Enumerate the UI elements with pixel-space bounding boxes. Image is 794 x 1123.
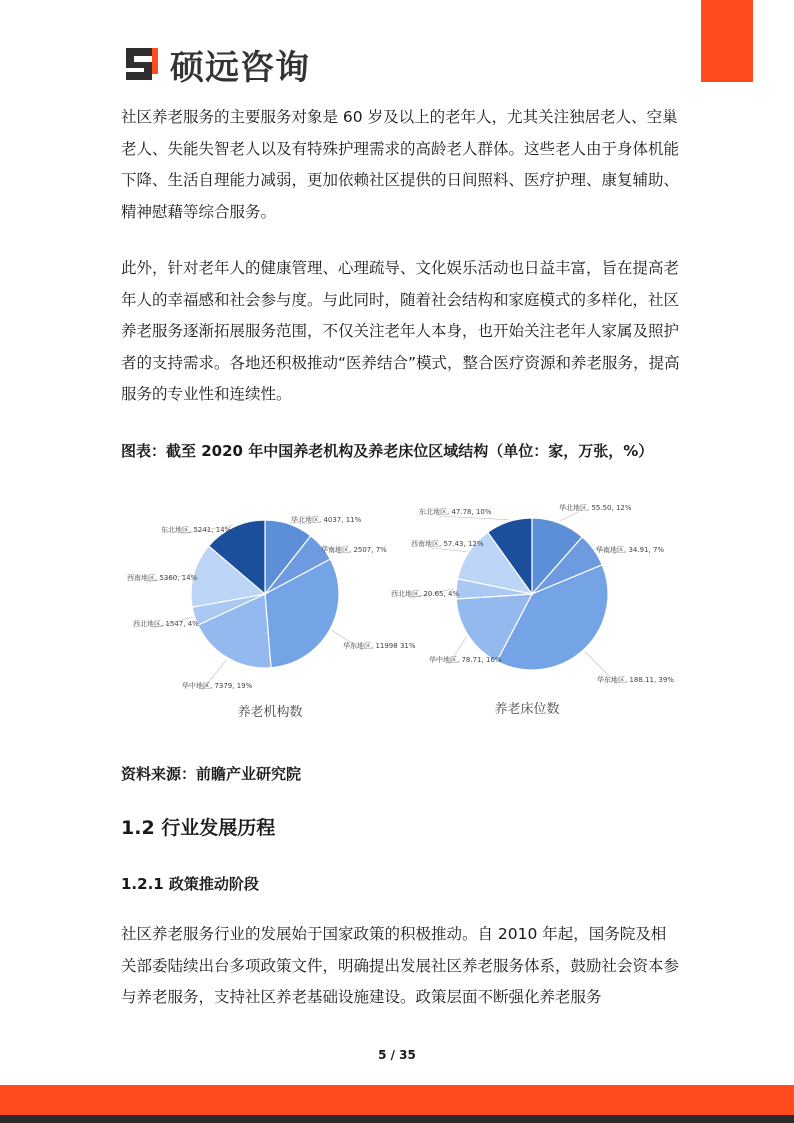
section-heading: 1.2 行业发展历程: [121, 817, 276, 839]
paragraph-service-targets: 社区养老服务的主要服务对象是 60 岁及以上的老年人，尤其关注独居老人、空巢老人、失能失智老人以及有特殊护理需求的高龄老人群体。这些老人由于身体机能下降、生活自理能力减弱，更加依赖社区提供的日间照料、医疗护理、康复辅助、精神慰藉等综合服务。: [121, 108, 680, 221]
pie-charts-figure: [115, 488, 675, 738]
pie-1-label-5: 西北地区, 1547, 4%: [133, 620, 199, 628]
logo-text: 硕远咨询: [170, 47, 310, 88]
pie-2-title: 养老床位数: [494, 702, 560, 717]
pie-1-label-4: 华中地区, 7379, 19%: [182, 682, 253, 690]
pie-2-leader-1: [560, 512, 579, 521]
pie-2-label-3: 华东地区, 188.11, 39%: [597, 676, 674, 684]
pie-2-label-5: 西北地区, 20.65, 4%: [391, 590, 460, 598]
pie-2-label-2: 华南地区, 34.91, 7%: [596, 546, 665, 554]
pie-2-label-4: 华中地区, 78.71, 16%: [429, 656, 502, 664]
page-number: 5 / 35: [378, 1048, 416, 1062]
pie-1-label-6: 西南地区, 5360, 14%: [127, 574, 198, 582]
pie-1-label-7: 东北地区, 5241, 14%: [161, 526, 232, 534]
pie-charts-svg: [115, 488, 675, 738]
pie-2-leader-7: [439, 516, 508, 520]
pie-1-label-1: 华北地区, 4037, 11%: [291, 516, 362, 524]
figure-caption: 图表：截至 2020 年中国养老机构及养老床位区域结构（单位：家，万张，%）: [121, 442, 654, 460]
pie-1-title: 养老机构数: [237, 705, 303, 720]
logo-mark-icon: [122, 44, 162, 84]
pie-2-label-1: 华北地区, 55.50, 12%: [559, 504, 632, 512]
paragraph-policy-stage: 社区养老服务行业的发展始于国家政策的积极推动。自 2010 年起，国务院及相关部委陆续出台多项政策文件，明确提出发展社区养老服务体系，鼓励社会资本参与养老服务，支持社区养老基础设施建设。政策层面不断强化养老服务: [121, 925, 680, 1006]
footer-accent-bar: [0, 1085, 794, 1115]
source-line: 资料来源：前瞻产业研究院: [121, 765, 302, 783]
company-logo: [122, 42, 310, 86]
pie-1-label-3: 华东地区, 11998 31%: [343, 642, 416, 650]
pie-2-label-6: 西南地区, 57.43, 12%: [411, 540, 484, 548]
header-accent-tab: [701, 0, 753, 82]
pie-2-label-7: 东北地区, 47.78, 10%: [419, 508, 492, 516]
paragraph-service-expansion: 此外，针对老年人的健康管理、心理疏导、文化娱乐活动也日益丰富，旨在提高老年人的幸福感和社会参与度。与此同时，随着社会结构和家庭模式的多样化，社区养老服务逐渐拓展服务范围，不仅关注老年人本身，也开始关注老年人家属及照护者的支持需求。各地还积极推动“医养结合”模式，整合医疗资源和养老服务，提高服务的专业性和连续性。: [121, 259, 680, 403]
subsection-heading: 1.2.1 政策推动阶段: [121, 875, 259, 893]
footer-dark-bar: [0, 1115, 794, 1123]
pie-2-leader-6: [431, 548, 467, 552]
pie-1-label-2: 华南地区, 2507, 7%: [321, 546, 387, 554]
